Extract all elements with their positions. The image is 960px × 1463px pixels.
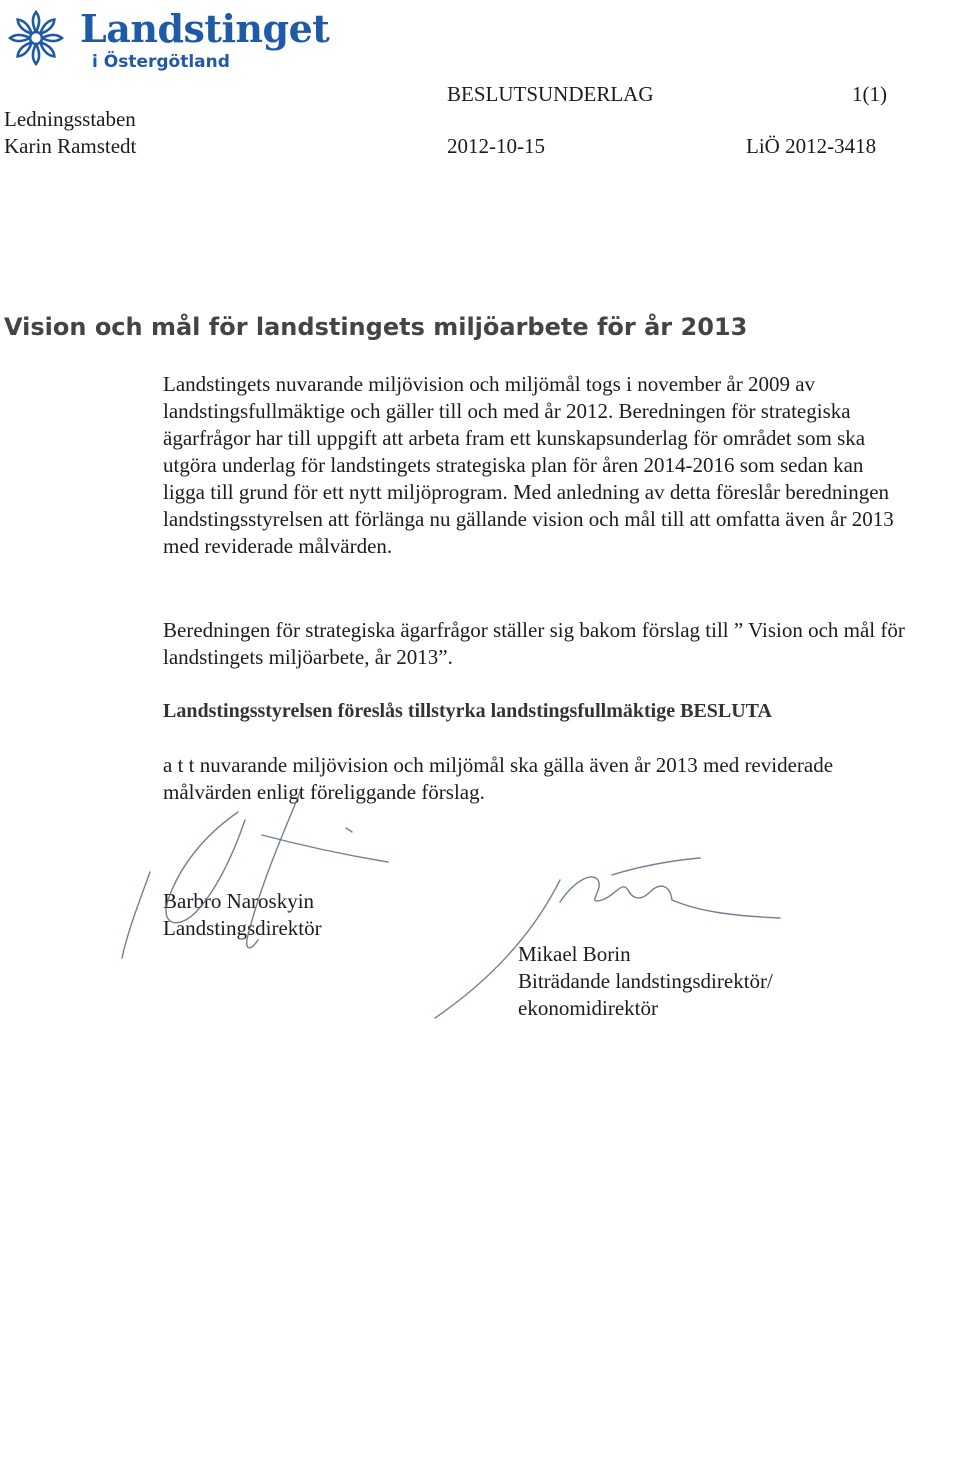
body-paragraph-1: Landstingets nuvarande miljövision och miljömål togs i november år 2009 av landstingsfullmäktige och gäller till och med år 2012. Beredningen för strategiska ägarfrågor har till uppgift att arbeta fram ett kunskapsunderlag för området som ska utgöra underlag för landstingets strategiska plan för åren 2014-2016 som sedan kan ligga till grund för ett nytt miljöprogram. Med anledning av detta föreslår beredningen landstingsstyrelsen att förlänga nu gällande vision och mål till att omfatta även år 2013 med reviderade målvärden. <box>163 372 894 558</box>
decision-heading: Landstingsstyrelsen föreslås tillstyrka landstingsfullmäktige BESLUTA <box>163 700 772 722</box>
author: Karin Ramstedt <box>4 134 137 158</box>
logo-name: Landstinget <box>80 6 330 51</box>
signature-left-stroke-2 <box>247 792 300 948</box>
signer-right-name: Mikael Borin <box>518 942 631 966</box>
doc-type: BESLUTSUNDERLAG <box>447 82 654 106</box>
logo-subtitle: i Östergötland <box>92 52 230 72</box>
doc-date: 2012-10-15 <box>447 134 545 158</box>
signature-right-stroke-4 <box>612 858 700 875</box>
signer-right-title-line1: Biträdande landstingsdirektör/ <box>518 969 773 993</box>
page-title: Vision och mål för landstingets miljöarbete för år 2013 <box>4 313 748 341</box>
signature-right-stroke-2 <box>560 877 672 902</box>
signer-left-name: Barbro Naroskyin <box>163 889 315 913</box>
body-paragraph-2: Beredningen för strategiska ägarfrågor ställer sig bakom förslag till ” Vision och mål för landstingets miljöarbete, år 2013”. <box>163 618 905 669</box>
signature-left-stroke-1 <box>166 812 245 923</box>
signature-right-stroke-3 <box>672 900 780 918</box>
signer-right-title-line2: ekonomidirektör <box>518 996 658 1020</box>
signer-left-title: Landstingsdirektör <box>163 916 322 940</box>
doc-reference: LiÖ 2012-3418 <box>746 134 877 158</box>
decision-text: a t t nuvarande miljövision och miljömål ska gälla även år 2013 med reviderade målvärden enligt föreliggande förslag. <box>163 753 834 804</box>
signature-left-stroke-5 <box>346 828 352 832</box>
department: Ledningsstaben <box>4 107 136 131</box>
page-number: 1(1) <box>852 82 887 106</box>
signature-right-stroke-1 <box>435 880 560 1018</box>
signature-left-stroke-3 <box>122 872 150 958</box>
